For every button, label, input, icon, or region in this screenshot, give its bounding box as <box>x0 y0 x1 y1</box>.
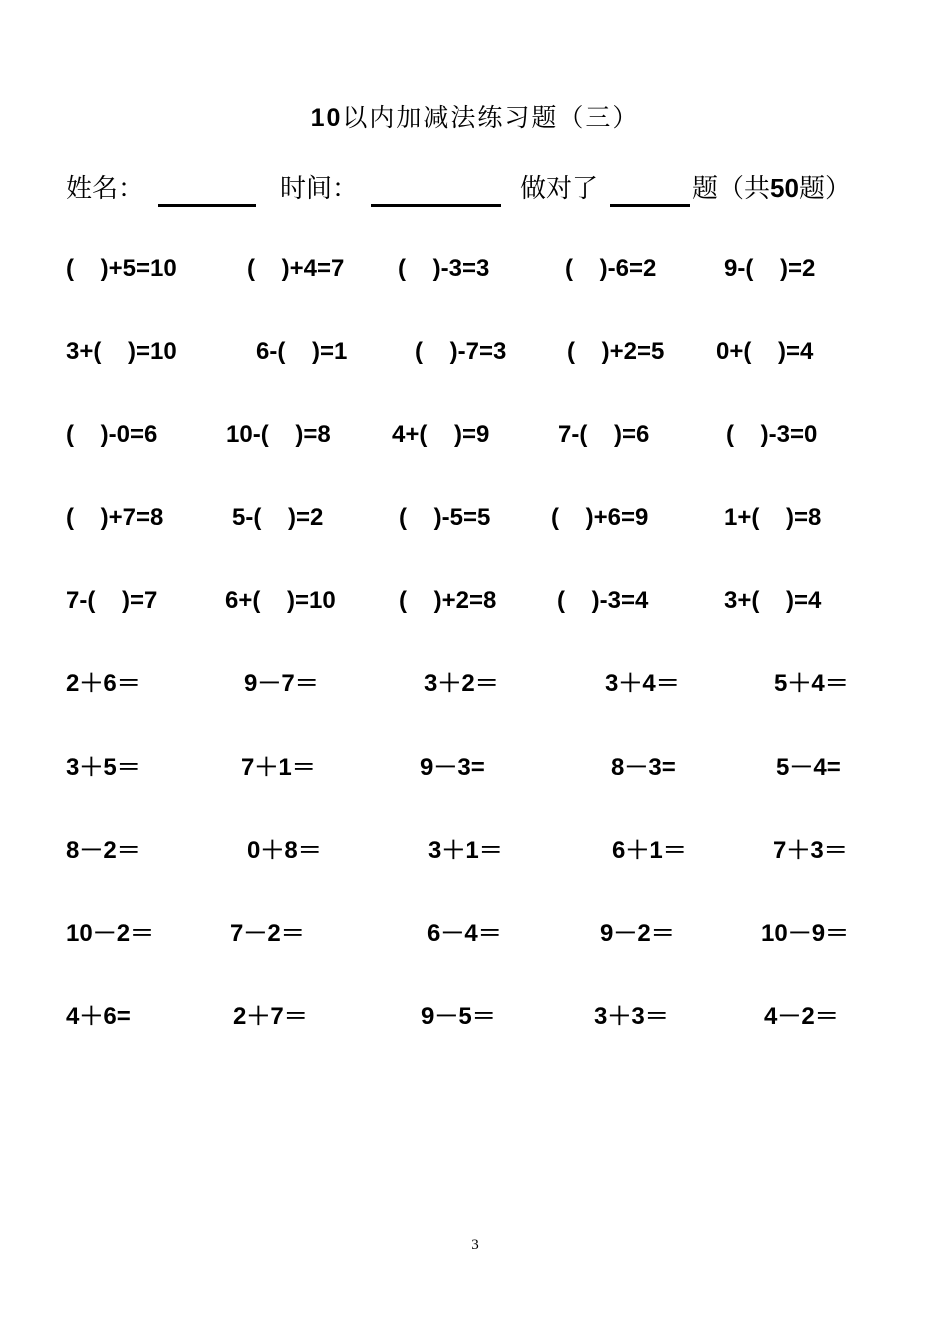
problem-r5c4: ( )-3=4 <box>557 587 649 614</box>
problem-r10c4: 3＋3＝ <box>594 1003 669 1030</box>
problem-r7c1: 3＋5＝ <box>66 754 141 781</box>
problem-r8c5: 7＋3＝ <box>773 837 848 864</box>
problem-r6c1: 2＋6＝ <box>66 670 141 697</box>
problem-r3c5: ( )-3=0 <box>726 421 818 448</box>
problem-r10c3: 9－5＝ <box>421 1003 496 1030</box>
problem-r4c4: ( )+6=9 <box>551 504 649 531</box>
problem-r6c3: 3＋2＝ <box>424 670 499 697</box>
problem-r7c2: 7＋1＝ <box>241 754 316 781</box>
problem-r3c1: ( )-0=6 <box>66 421 158 448</box>
total-prefix: 题（共 <box>692 174 771 204</box>
problem-r9c2: 7－2＝ <box>230 920 305 947</box>
problem-r6c4: 3＋4＝ <box>605 670 680 697</box>
problem-r5c5: 3+( )=4 <box>724 587 822 614</box>
problem-r4c5: 1+( )=8 <box>724 504 822 531</box>
total-suffix: 题） <box>798 174 851 204</box>
problem-r3c3: 4+( )=9 <box>392 421 490 448</box>
problem-r10c2: 2＋7＝ <box>233 1003 308 1030</box>
problem-r2c3: ( )-7=3 <box>415 338 507 365</box>
problem-r3c4: 7-( )=6 <box>558 421 650 448</box>
problem-r1c2: ( )+4=7 <box>247 255 345 282</box>
problem-r8c4: 6＋1＝ <box>612 837 687 864</box>
problem-r9c1: 10－2＝ <box>66 920 155 947</box>
problem-r1c1: ( )+5=10 <box>66 255 177 282</box>
correct-count-blank[interactable] <box>610 204 690 207</box>
problem-r2c2: 6-( )=1 <box>256 338 348 365</box>
time-blank[interactable] <box>371 204 501 207</box>
problem-r4c3: ( )-5=5 <box>399 504 491 531</box>
problem-r8c2: 0＋8＝ <box>247 837 322 864</box>
problem-r4c1: ( )+7=8 <box>66 504 164 531</box>
problem-r8c3: 3＋1＝ <box>428 837 503 864</box>
problem-r1c4: ( )-6=2 <box>565 255 657 282</box>
total-label <box>692 168 851 205</box>
problem-r7c5: 5－4= <box>776 754 841 781</box>
correct-label: 做对了 <box>520 174 599 204</box>
worksheet-title <box>0 98 950 134</box>
title-text: 以内加减法练习题（三） <box>342 103 640 132</box>
problem-r3c2: 10-( )=8 <box>226 421 331 448</box>
problem-r9c4: 9－2＝ <box>600 920 675 947</box>
problem-r5c3: ( )+2=8 <box>399 587 497 614</box>
total-count: 50 <box>770 173 799 203</box>
problem-r9c3: 6－4＝ <box>427 920 502 947</box>
problem-r5c1: 7-( )=7 <box>66 587 158 614</box>
problem-r7c3: 9－3= <box>420 754 485 781</box>
problem-r8c1: 8－2＝ <box>66 837 141 864</box>
problem-r7c4: 8－3= <box>611 754 676 781</box>
problem-r6c2: 9－7＝ <box>244 670 319 697</box>
problem-r4c2: 5-( )=2 <box>232 504 324 531</box>
problem-r5c2: 6+( )=10 <box>225 587 336 614</box>
name-label: 姓名： <box>66 174 145 204</box>
problem-r1c5: 9-( )=2 <box>724 255 816 282</box>
problem-r10c5: 4－2＝ <box>764 1003 839 1030</box>
problem-r10c1: 4＋6= <box>66 1003 131 1030</box>
title-number: 10 <box>310 104 343 132</box>
problem-r6c5: 5＋4＝ <box>774 670 849 697</box>
problem-r2c5: 0+( )=4 <box>716 338 814 365</box>
problem-r1c3: ( )-3=3 <box>398 255 490 282</box>
problem-r9c5: 10－9＝ <box>761 920 850 947</box>
problem-r2c4: ( )+2=5 <box>567 338 665 365</box>
name-blank[interactable] <box>158 204 256 207</box>
time-label: 时间： <box>280 174 359 204</box>
page-number: 3 <box>471 1237 479 1253</box>
problem-r2c1: 3+( )=10 <box>66 338 177 365</box>
